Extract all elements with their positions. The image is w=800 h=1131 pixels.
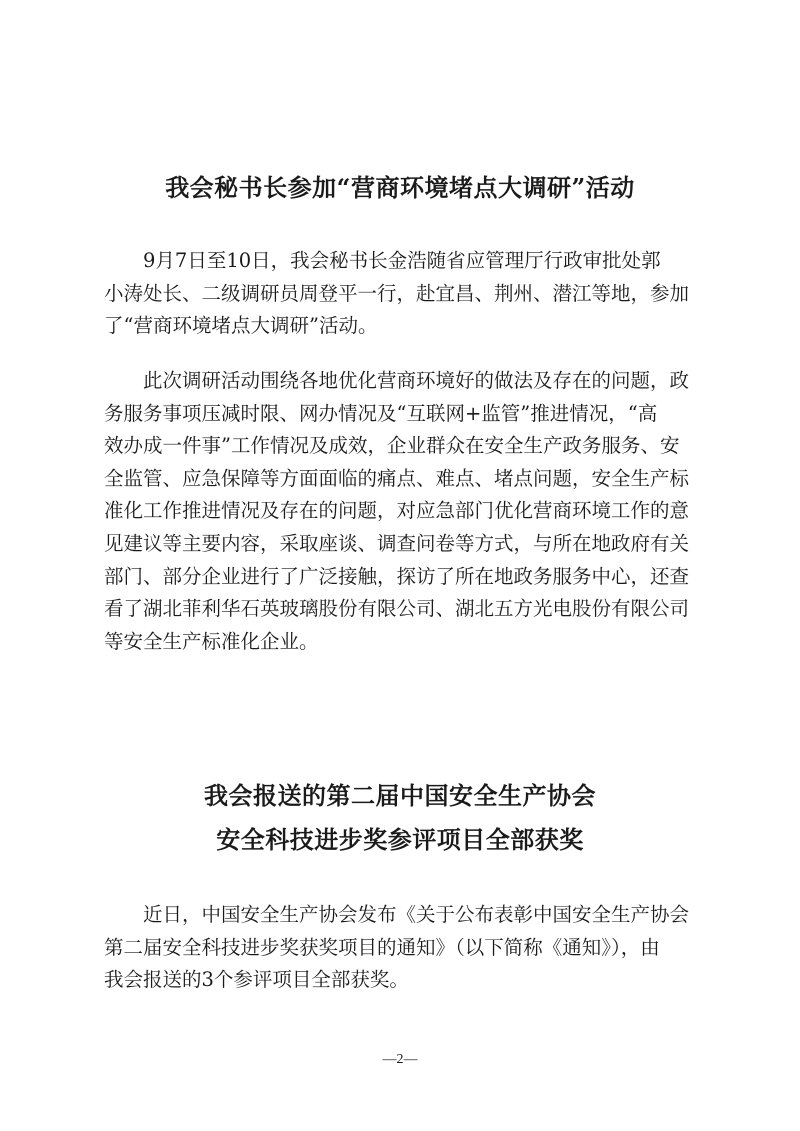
article-2-title (0, 774, 800, 862)
text-line: 此次调研活动围绕各地优化营商环境好的做法及存在的问题，政 (104, 369, 690, 392)
text-line: 部门、部分企业进行了广泛接触，探访了所在地政务服务中心，还查 (104, 564, 690, 588)
text-line: 全监管、应急保障等方面面临的痛点、难点、堵点问题，安全生产标 (104, 466, 690, 490)
text-line: 9月7日至10日，我会秘书长金浩随省应管理厅行政审批处郭 (104, 249, 661, 272)
text-line: 看了湖北菲利华石英玻璃股份有限公司、湖北五方光电股份有限公司 (104, 597, 690, 621)
text-line: 第二届安全科技进步奖获奖项目的通知》（以下简称《通知》），由 (104, 935, 660, 959)
page-number: —2— (382, 1052, 418, 1067)
text-line: 见建议等主要内容，采取座谈、调查问卷等方式，与所在地政府有关 (104, 531, 690, 555)
text-line: 务服务事项压减时限、网办情况及“互联网+监管”推进情况，“高 (104, 401, 658, 425)
text-line: 等安全生产标准化企业。 (104, 629, 319, 653)
article-1-paragraph-2 (104, 365, 700, 658)
article-2-paragraph-1 (104, 899, 700, 997)
text-line: 小涛处长、二级调研员周登平一行，赴宜昌、荆州、潜江等地，参加 (104, 281, 690, 305)
title-line: 我会报送的第二届中国安全生产协会 (204, 781, 596, 810)
text-line: 准化工作推进情况及存在的问题，对应急部门优化营商环境工作的意 (104, 499, 690, 523)
text-line: 效办成一件事”工作情况及成效，企业群众在安全生产政务服务、安 (104, 434, 680, 458)
text-line: 了“营商环境堵点大调研”活动。 (104, 314, 378, 338)
article-1-paragraph-1 (104, 245, 700, 343)
text-line: 近日，中国安全生产协会发布《关于公布表彰中国安全生产协会 (104, 903, 690, 926)
article-1-title: 我会秘书长参加“营商环境堵点大调研”活动 (165, 173, 635, 202)
text-line: 我会报送的3个参评项目全部获奖。 (104, 968, 409, 992)
title-line: 安全科技进步奖参评项目全部获奖 (216, 825, 584, 854)
